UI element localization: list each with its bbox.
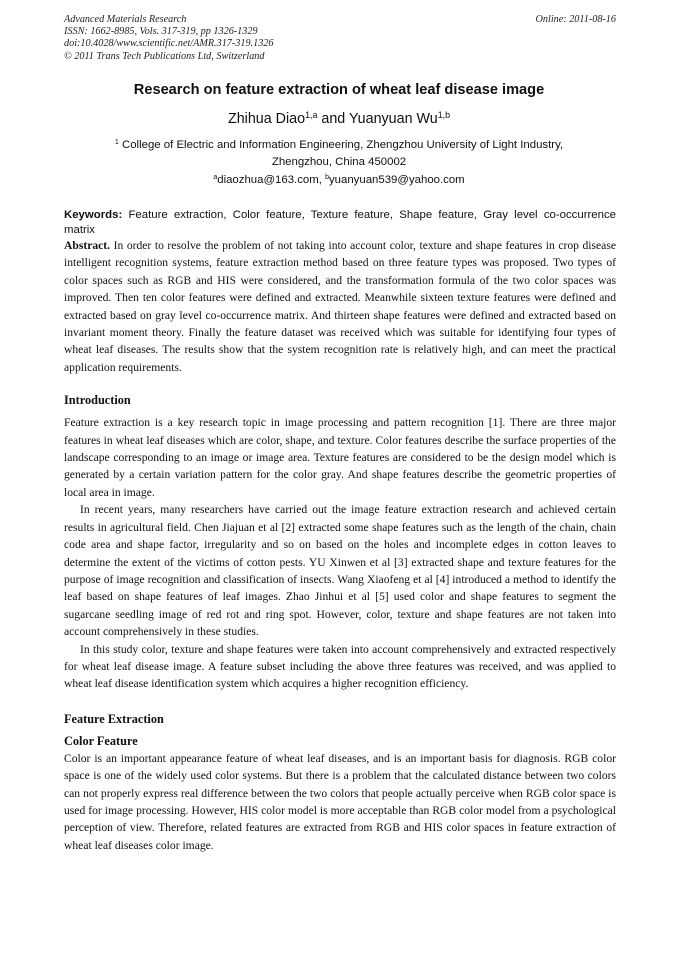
introduction-paragraph-3: In this study color, texture and shape features were taken into account comprehensively and extracted respectively for wheat leaf disease image. A feature subset including the above three features was received, and was applied to wheat leaf disease identification system which acquires a higher recognition efficiency. (64, 642, 616, 691)
keywords-label: Keywords: (64, 209, 123, 221)
affiliation (80, 137, 598, 171)
author-1: Zhihua Diao (227, 111, 306, 127)
issn-line: ISSN: 1662-8985, Vols. 317-319, pp 1326-1329 (64, 26, 258, 38)
author-2-sup: 1,b (437, 110, 451, 121)
abstract (64, 237, 616, 376)
feature-extraction-heading: Feature Extraction (64, 711, 164, 726)
email-b-sup: b (325, 174, 329, 182)
paper-body (64, 208, 616, 854)
introduction-paragraph-2: In recent years, many researchers have carried out the image feature extraction research and achieved certain results in agricultural field. Chen Jiajuan et al [2] extracted some shape features such as the length of the chain, chain code area and shape factor, irregularity and so on based on the holes and incomplete edges in cotton leaves to determine the extent of the victims of cotton pests. YU Xinwen et al [3] extracted shape and texture features for the purpose of image recognition and classification of insects. Wang Xiaofeng et al [4] introduced a method to identify the leaf based on shape features of leaf images. Zhao Jinhui et al [5] used color and shape features to segment the sugarcane seedling image of red rot and ring spot. However, color, texture and shape features are not taken into account comprehensively in these studies. (64, 503, 616, 639)
author-conjunction: and (317, 111, 349, 127)
email-a-sup: a (213, 174, 218, 182)
color-feature-paragraph: Color is an important appearance feature of wheat leaf diseases, and is an important basis for diagnosis. RGB color space is one of the widely used color systems. But there is a problem that the calculated distance between two colors can not properly express real difference between the two colors that people actually perceive when RGB color space is used for image processing. However, HIS color model is more acceptable than RGB color model from a psychological perception of view. Therefore, related features are extracted from RGB and HIS color spaces in feature extraction of wheat leaf diseases color image. (64, 751, 616, 852)
keywords (64, 208, 616, 237)
copyright-line: © 2011 Trans Tech Publications Ltd, Switzerland (64, 50, 265, 62)
abstract-text: In order to resolve the problem of not taking into account color, texture and shape features in crop disease intelligent recognition systems, feature extraction method based on three feature types was proposed. Two types of color spaces such as RGB and HIS were considered, and the transformation formula of the two color spaces was improved. Then ten color features were defined and extracted. Meanwhile sixteen texture features were defined and extracted based on gray level co-occurrence matrix. And thirteen shape features were defined and extracted based on invariant moment theory. Finally the feature dataset was received which was suitable for identifying four types of wheat leaf diseases. The results show that the system recognition rate is relatively high, and can meet the practical application requirements. (64, 239, 616, 374)
author-1-sup: 1,a (305, 110, 318, 121)
journal-header (64, 14, 616, 63)
doi-line: doi:10.4028/www.scientific.net/AMR.317-319.1326 (64, 38, 274, 50)
introduction-heading: Introduction (64, 393, 131, 408)
affiliation-line-1: College of Electric and Information Engineering, Zhengzhou University of Light Industry, (118, 139, 564, 151)
author-2: Yuanyuan Wu (348, 111, 438, 127)
online-date: Online: 2011-08-16 (535, 14, 616, 25)
affiliation-sup: 1 (114, 139, 119, 147)
author-line (0, 111, 678, 127)
paper-title: Research on feature extraction of wheat leaf disease image (133, 82, 545, 98)
affiliation-line-2: Zhengzhou, China 450002 (271, 156, 407, 168)
journal-name: Advanced Materials Research (64, 14, 187, 25)
email-a: diaozhua@163.com, (217, 174, 326, 186)
introduction-paragraph-1: Feature extraction is a key research topic in image processing and pattern recognition [1]. There are three major features in wheat leaf diseases which are color, shape, and texture. Color features describe the surface properties of the landscape corresponding to an image or image area. Texture features are considered to be the design model which is generated by a certain variation pattern for the color gray. And shape features describe the geometric properties of local area in image. (64, 416, 616, 499)
email-b: yuanyuan539@yahoo.com (328, 174, 465, 186)
keywords-text: Feature extraction, Color feature, Texture feature, Shape feature, Gray level co-occurrence matrix (64, 209, 616, 236)
abstract-label: Abstract. (64, 239, 111, 252)
author-emails (0, 174, 678, 186)
color-feature-subheading: Color Feature (64, 733, 138, 748)
